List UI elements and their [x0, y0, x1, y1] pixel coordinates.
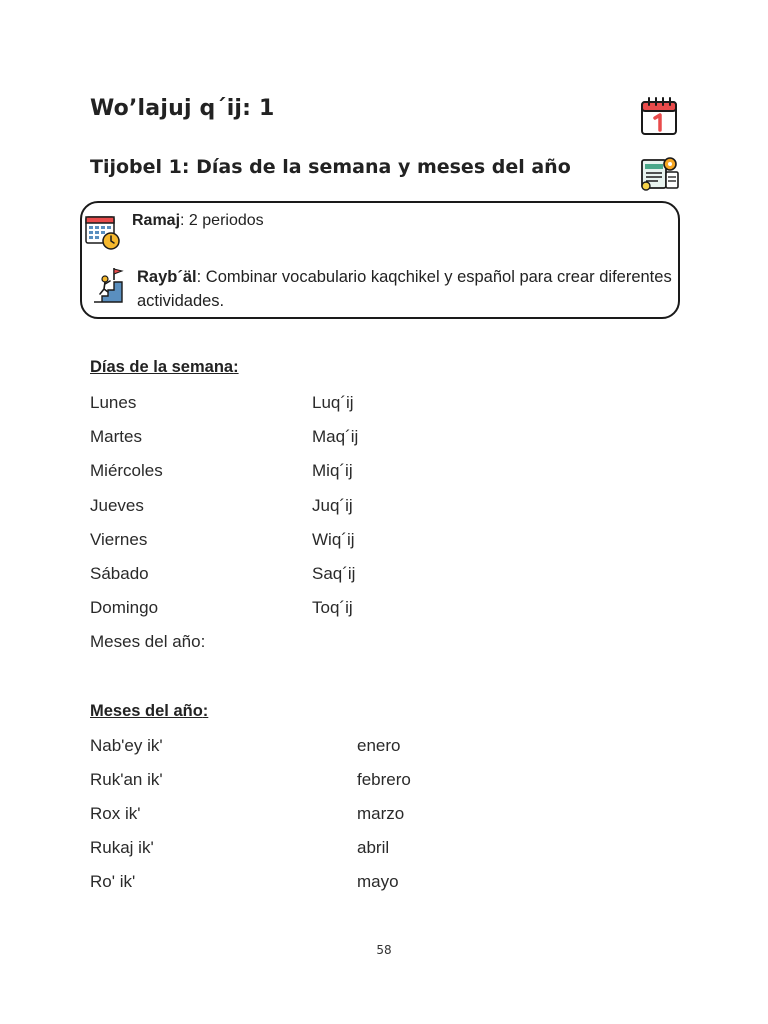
- lesson-subtitle: Tijobel 1: Días de la semana y meses del año: [90, 156, 571, 178]
- month-spanish: enero: [357, 736, 401, 755]
- month-spanish: abril: [357, 838, 390, 857]
- day-kaqchikel: Toq´ij: [312, 598, 353, 617]
- month-spanish: febrero: [357, 770, 411, 789]
- ramaj-value: : 2 periodos: [180, 212, 264, 229]
- day-spanish: Domingo: [90, 598, 159, 617]
- months-heading-text: Meses del año: [90, 702, 203, 720]
- day-kaqchikel: Wiq´ij: [312, 530, 355, 549]
- day-spanish: Lunes: [90, 393, 137, 412]
- ramaj-label: Ramaj: [132, 212, 181, 229]
- raybal-line: [137, 265, 682, 313]
- days-heading: [90, 358, 239, 377]
- day-kaqchikel: Miq´ij: [312, 461, 353, 480]
- schedule-clock-icon: [85, 214, 121, 250]
- raybal-label: Rayb´äl: [137, 268, 197, 286]
- ramaj-line: [132, 212, 264, 230]
- months-heading: [90, 702, 208, 721]
- day-row: [90, 461, 690, 483]
- day-spanish: Viernes: [90, 530, 148, 549]
- month-row: [90, 770, 690, 792]
- month-row: [90, 736, 690, 758]
- day-row: [90, 598, 690, 620]
- day-kaqchikel: Juq´ij: [312, 496, 353, 515]
- day-row: [90, 427, 690, 449]
- month-kaqchikel: Ruk'an ik': [90, 770, 163, 789]
- days-heading-text: Días de la semana: [90, 358, 234, 376]
- day-kaqchikel: Saq´ij: [312, 564, 356, 583]
- day-spanish: Miércoles: [90, 461, 163, 480]
- day-row: [90, 496, 690, 518]
- calendar-icon: [640, 96, 678, 136]
- month-row: [90, 872, 690, 894]
- month-row: [90, 804, 690, 826]
- month-kaqchikel: Ro' ik': [90, 872, 136, 891]
- days-trailing-text: Meses del año:: [90, 632, 206, 651]
- month-row: [90, 838, 690, 860]
- page-number: 58: [376, 943, 392, 957]
- day-row: [90, 564, 690, 586]
- raybal-value: : Combinar vocabulario kaqchikel y español para crear diferentes actividades.: [137, 268, 672, 310]
- day-kaqchikel: Maq´ij: [312, 427, 359, 446]
- day-spanish: Martes: [90, 427, 142, 446]
- days-heading-colon: :: [233, 358, 239, 376]
- month-kaqchikel: Nab'ey ik': [90, 736, 163, 755]
- month-spanish: mayo: [357, 872, 399, 891]
- day-kaqchikel: Luq´ij: [312, 393, 354, 412]
- goal-climb-icon: [92, 266, 126, 304]
- month-kaqchikel: Rox ik': [90, 804, 141, 823]
- day-row: [90, 393, 690, 415]
- month-kaqchikel: Rukaj ik': [90, 838, 154, 857]
- day-spanish: Sábado: [90, 564, 149, 583]
- lesson-document-icon: [640, 156, 680, 192]
- months-heading-colon: :: [202, 702, 209, 720]
- page-title: Wo’lajuj q´ij: 1: [90, 96, 275, 121]
- month-spanish: marzo: [357, 804, 405, 823]
- day-row: [90, 530, 690, 552]
- day-spanish: Jueves: [90, 496, 144, 515]
